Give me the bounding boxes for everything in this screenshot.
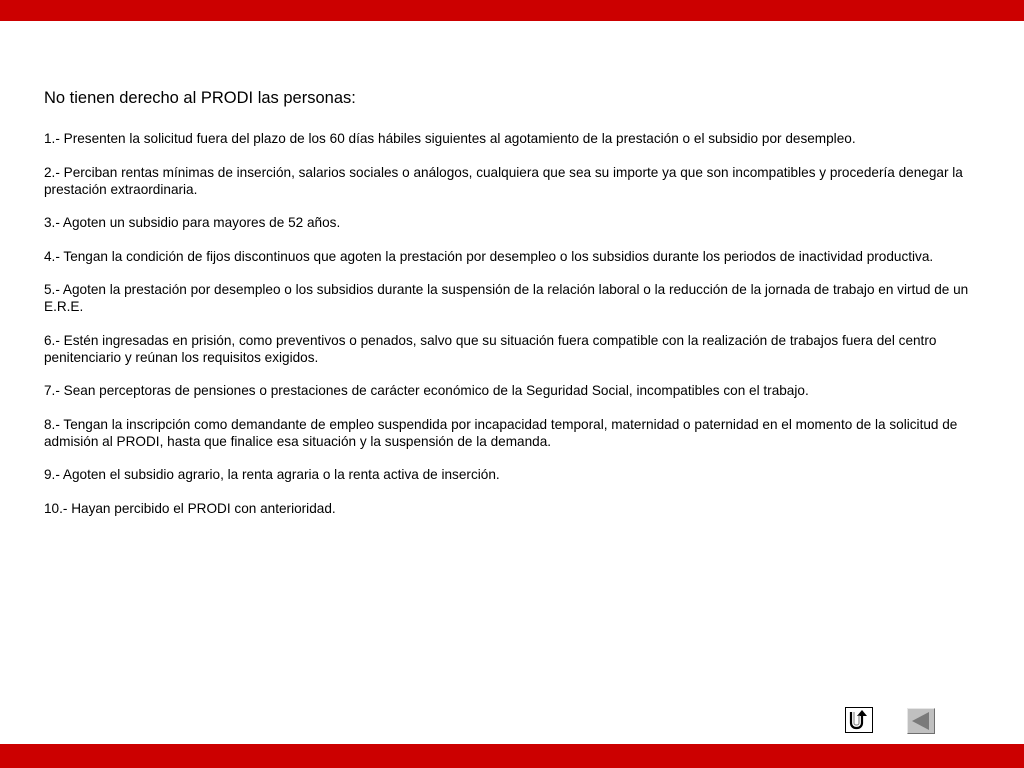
back-triangle-icon <box>908 709 934 733</box>
bottom-red-bar <box>0 744 1024 768</box>
slide-content <box>44 88 969 533</box>
return-arrow-icon <box>846 708 872 732</box>
list-item: 7.- Sean perceptoras de pensiones o prestaciones de carácter económico de la Seguridad Social, incompatibles con el trabajo. <box>44 383 809 398</box>
list-item: 5.- Agoten la prestación por desempleo o los subsidios durante la suspensión de la relación laboral o la reducción de la jornada de trabajo en virtud de un E.R.E. <box>44 282 969 314</box>
list-item: 2.- Perciban rentas mínimas de inserción, salarios sociales o análogos, cualquiera que sea su importe ya que son incompatibles y procedería denegar la prestación extraordinaria. <box>44 164 963 197</box>
list-item: 4.- Tengan la condición de fijos discontinuos que agoten la prestación por desempleo o los subsidios durante los periodos de inactividad productiva. <box>44 248 934 264</box>
list-item: 10.- Hayan percibido el PRODI con anterioridad. <box>44 500 336 516</box>
return-button[interactable] <box>845 707 873 733</box>
list-item: 8.- Tengan la inscripción como demandante de empleo suspendida por incapacidad temporal, maternidad o paternidad en el momento de la solicitud de admisión al PRODI, hasta que finalice esa situación y la suspensión de la demanda. <box>44 416 958 449</box>
slide-heading: No tienen derecho al PRODI las personas: <box>44 89 356 107</box>
list-item: 6.- Estén ingresadas en prisión, como preventivos o penados, salvo que su situación fuera compatible con la realización de trabajos fuera del centro penitenciario y reúnan los requisitos exigidos. <box>44 332 937 365</box>
list-item: 9.- Agoten el subsidio agrario, la renta agraria o la renta activa de inserción. <box>44 467 500 482</box>
requirements-list <box>44 130 969 517</box>
top-red-bar <box>0 0 1024 21</box>
list-item: 1.- Presenten la solicitud fuera del plazo de los 60 días hábiles siguientes al agotamiento de la prestación o el subsidio por desempleo. <box>44 131 856 146</box>
back-button[interactable] <box>907 708 935 734</box>
list-item: 3.- Agoten un subsidio para mayores de 52 años. <box>44 215 341 230</box>
